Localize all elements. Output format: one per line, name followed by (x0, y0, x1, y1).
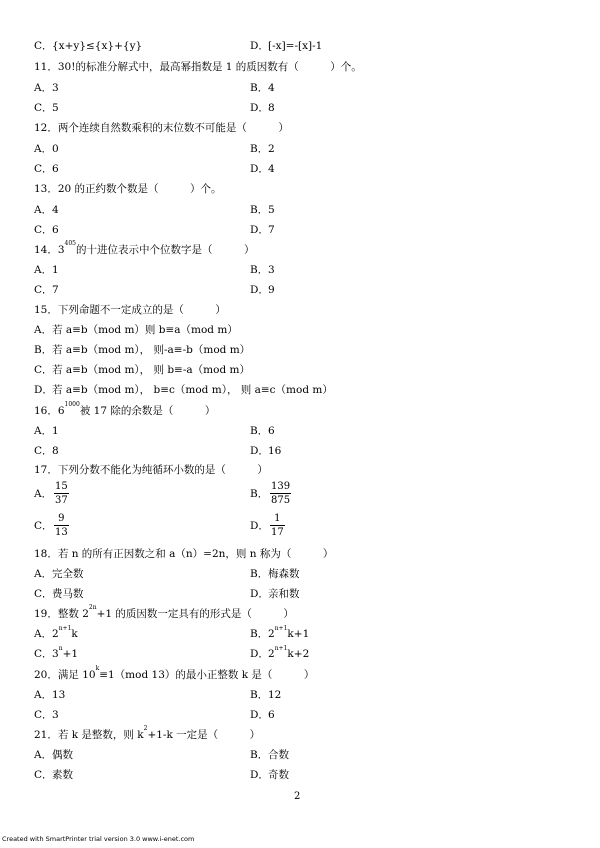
option-c: C．若 a≡b（mod m）， 则 b≡-a（mod m） (34, 364, 250, 376)
option-b: B．5 (250, 204, 275, 216)
question-15: 15．下列命题不一定成立的是（ ） (34, 304, 226, 316)
option-c: C．6 (34, 224, 59, 236)
question-17: 17．下列分数不能化为纯循环小数的是（ ） (34, 464, 268, 476)
question-13: 13．20 的正约数个数是（ ）个。 (34, 183, 222, 195)
option-a: A．1 (34, 264, 59, 276)
option-a: A．若 a≡b（mod m）则 b≡a（mod m） (34, 324, 238, 336)
option-d: D．亲和数 (250, 588, 300, 600)
question-19: 19．整数 $2^{2n}+1$ 的质因数一定具有的形式是（ ） (34, 604, 294, 620)
option-a: A．13 (34, 689, 66, 701)
option-d: D．6 (250, 709, 275, 721)
option-b: B．12 (250, 689, 282, 701)
option-b: B．合数 (250, 749, 289, 761)
option-c: C．{x+y}≤{x}+{y} (34, 40, 143, 52)
option-c: C．6 (34, 163, 59, 175)
option-b: B．4 (250, 82, 275, 94)
option-d: D．8 (250, 102, 275, 114)
option-a: A．完全数 (34, 568, 84, 580)
fraction: $\frac{9}{13}$ (55, 513, 68, 538)
option-b: B．3 (250, 264, 275, 276)
option-a: A．1 (34, 425, 59, 437)
option-b: B．$2^{n+1}k+1$ (250, 625, 310, 640)
option-c: C．费马数 (34, 588, 84, 600)
option-d: D．4 (250, 163, 275, 175)
question-11: 11．30!的标准分解式中，最高幂指数是 1 的质因数有（ ）个。 (34, 61, 362, 73)
option-a: A．偶数 (34, 749, 73, 761)
option-c: C．$3^n+1$ (34, 645, 79, 660)
question-20: 20．满足 $10^k\equiv 1(mod$ 13）的最小正整数 k 是（ ） (34, 665, 315, 681)
fraction: $\frac{15}{37}$ (55, 481, 68, 506)
fraction: $\frac{1}{17}$ (271, 513, 284, 538)
option-c: C．3 (34, 709, 59, 721)
option-b: B．梅森数 (250, 568, 300, 580)
option-c: C．素数 (34, 769, 73, 781)
question-16: 16．$6^{1000}$被 17 除的余数是（ ） (34, 401, 216, 417)
question-12: 12．两个连续自然数乘积的末位数不可能是（ ） (34, 122, 289, 134)
option-d: D．奇数 (250, 769, 289, 781)
option-d: D． $\frac{1}{17}$ (250, 513, 284, 538)
option-d: D．9 (250, 284, 275, 296)
option-c: C． $\frac{9}{13}$ (34, 513, 68, 538)
option-b: B．6 (250, 425, 275, 437)
option-b: B．若 a≡b（mod m）， 则-a≡-b（mod m） (34, 344, 251, 356)
option-a: A． $\frac{15}{37}$ (34, 481, 68, 506)
option-c: C．5 (34, 102, 59, 114)
question-18: 18．若 n 的所有正因数之和 a（n）=2n，则 n 称为（ ） (34, 548, 334, 560)
option-a: A．4 (34, 204, 59, 216)
option-d: D．16 (250, 445, 282, 457)
option-a: A．3 (34, 82, 59, 94)
option-d: D．[-x]=-[x]-1 (250, 40, 323, 52)
option-c: C．8 (34, 445, 59, 457)
page-number: 2 (294, 791, 301, 802)
option-b: B．2 (250, 143, 275, 155)
option-c: C．7 (34, 284, 59, 296)
question-21: 21．若 k 是整数，则 $k^2+1-k$ 一定是（ ） (34, 725, 261, 741)
option-d: D．若 a≡b（mod m）， b≡c（mod m）， 则 a≡c（mod m） (34, 384, 333, 396)
option-a: A．$2^{n+1}k$ (34, 625, 78, 640)
question-14: 14．$3^{405}$的十进位表示中个位数字是（ ） (34, 240, 255, 256)
footer-watermark: Created with SmartPrinter trial version 3.0 www.i-enet.com (2, 835, 195, 843)
option-a: A．0 (34, 143, 59, 155)
option-d: D．7 (250, 224, 275, 236)
option-d: D．$2^{n+1}k+2$ (250, 645, 310, 660)
fraction: $\frac{139}{875}$ (271, 481, 291, 506)
option-b: B． $\frac{139}{875}$ (250, 481, 291, 506)
